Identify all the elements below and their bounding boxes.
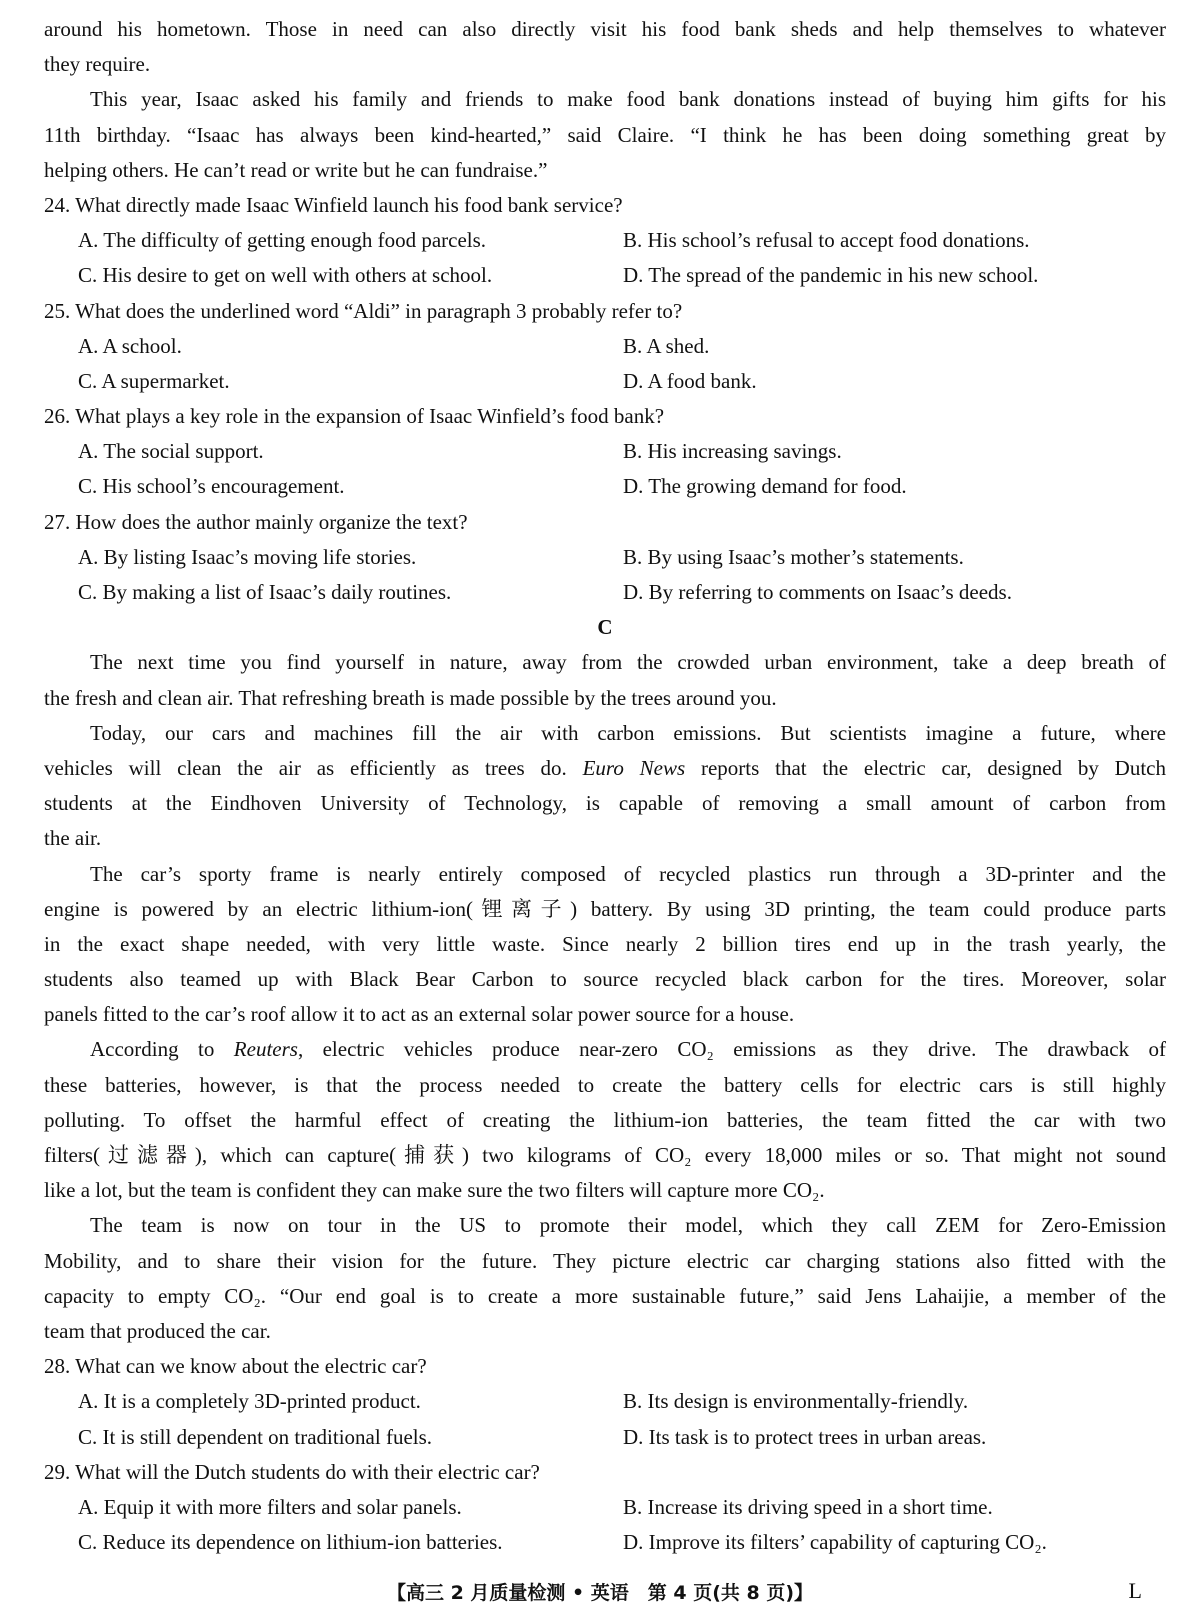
option-c: C. By making a list of Isaac’s daily routines. <box>78 580 452 604</box>
option-d: D. The spread of the pandemic in his new school. <box>623 263 1039 288</box>
paragraph-line: they require. <box>44 52 151 77</box>
paragraph-line: engine is powered by an electric lithium-ion(锂离子) battery. By using 3D printing, the team could produce parts <box>44 896 1166 921</box>
footer-code: L <box>1128 1578 1142 1603</box>
paragraph-line: The team is now on tour in the US to promote their model, which they call ZEM for Zero-Emission <box>90 1213 1166 1238</box>
option-c: C. Reduce its dependence on lithium-ion batteries. <box>78 1530 503 1555</box>
paragraph-line: students also teamed up with Black Bear Carbon to source recycled black carbon for the tires. Moreover, solar <box>44 967 1166 992</box>
option-row <box>44 223 1166 258</box>
paragraph-line: Today, our cars and machines fill the air with carbon emissions. But scientists imagine a future, where <box>90 720 1166 745</box>
option-row <box>44 469 1166 504</box>
text-span: , electric vehicles produce near-zero CO₂ emissions as they drive. The drawback of <box>297 1037 1166 1062</box>
option-row <box>44 540 1166 575</box>
paragraph-line: capacity to empty CO₂. “Our end goal is to create a more sustainable future,” said Jens Lahaijie, a member of the <box>44 1283 1166 1308</box>
option-d: D. Its task is to protect trees in urban areas. <box>623 1424 987 1449</box>
footer-text: 【高三 2 月质量检测 • 英语 第 4 页(共 8 页)】 <box>386 1582 814 1604</box>
option-c: C. A supermarket. <box>78 368 230 393</box>
option-b: B. By using Isaac’s mother’s statements. <box>623 544 964 569</box>
option-row <box>44 364 1166 399</box>
paragraph-line: these batteries, however, is that the process needed to create the battery cells for electric cars is still highly <box>44 1072 1166 1097</box>
option-d: D. By referring to comments on Isaac’s deeds. <box>623 580 1012 604</box>
question-stem: 27. How does the author mainly organize the text? <box>44 509 468 534</box>
question-stem: 28. What can we know about the electric car? <box>44 1354 427 1379</box>
option-a: A. A school. <box>78 333 182 358</box>
exam-page <box>44 12 1166 1560</box>
question-stem: 26. What plays a key role in the expansion of Isaac Winfield’s food bank? <box>44 404 665 429</box>
paragraph-line: in the exact shape needed, with very little waste. Since nearly 2 billion tires end up in the trash yearly, the <box>44 931 1166 956</box>
paragraph-line: The car’s sporty frame is nearly entirely composed of recycled plastics run through a 3D-printer and the <box>90 861 1166 886</box>
paragraph-line: the fresh and clean air. That refreshing breath is made possible by the trees around you. <box>44 685 777 710</box>
option-a: A. By listing Isaac’s moving life stories. <box>78 544 417 569</box>
option-a: A. The difficulty of getting enough food parcels. <box>78 228 487 253</box>
option-row <box>44 1525 1166 1560</box>
paragraph-line <box>44 1032 1166 1067</box>
paragraph-line: panels fitted to the car’s roof allow it to act as an external solar power source for a house. <box>44 1002 795 1027</box>
option-d: D. A food bank. <box>623 368 757 393</box>
option-row <box>44 575 1166 610</box>
option-row <box>44 1384 1166 1419</box>
paragraph-line: 11th birthday. “Isaac has always been kind-hearted,” said Claire. “I think he has been doing something great by <box>44 122 1166 147</box>
option-c: C. His school’s encouragement. <box>78 474 345 499</box>
text-span: reports that the electric car, designed by Dutch <box>685 755 1166 780</box>
source-name: Euro News <box>582 755 686 780</box>
source-name: Reuters <box>233 1037 298 1062</box>
paragraph-line: Mobility, and to share their vision for the future. They picture electric car charging stations also fitted with the <box>44 1248 1166 1273</box>
paragraph-line: polluting. To offset the harmful effect of creating the lithium-ion batteries, the team fitted the car with two <box>44 1107 1166 1132</box>
question-stem: 24. What directly made Isaac Winfield launch his food bank service? <box>44 192 623 217</box>
option-b: B. A shed. <box>623 333 710 358</box>
option-row <box>44 434 1166 469</box>
question-stem: 29. What will the Dutch students do with their electric car? <box>44 1459 540 1484</box>
option-row <box>44 329 1166 364</box>
option-a: A. The social support. <box>78 439 264 464</box>
paragraph-line: around his hometown. Those in need can also directly visit his food bank sheds and help themselves to whatever <box>44 17 1166 41</box>
option-row <box>44 258 1166 293</box>
paragraph-line: The next time you find yourself in nature, away from the crowded urban environment, take a deep breath of <box>90 650 1166 675</box>
option-b: B. His school’s refusal to accept food donations. <box>623 228 1030 253</box>
section-heading: C <box>597 615 613 640</box>
option-d: D. Improve its filters’ capability of capturing CO₂. <box>623 1530 1047 1555</box>
question-stem: 25. What does the underlined word “Aldi” in paragraph 3 probably refer to? <box>44 298 683 323</box>
paragraph-line: like a lot, but the team is confident they can make sure the two filters will capture more CO₂. <box>44 1178 825 1203</box>
paragraph-line: the air. <box>44 826 102 851</box>
page-footer <box>0 1578 1200 1608</box>
option-d: D. The growing demand for food. <box>623 474 907 499</box>
option-a: A. Equip it with more filters and solar panels. <box>78 1494 462 1519</box>
text-span: vehicles will clean the air as efficiently as trees do. <box>44 755 583 780</box>
option-a: A. It is a completely 3D-printed product. <box>78 1389 421 1414</box>
option-row <box>44 1420 1166 1455</box>
option-c: C. It is still dependent on traditional fuels. <box>78 1424 433 1449</box>
paragraph-line: This year, Isaac asked his family and friends to make food bank donations instead of buying him gifts for his <box>90 87 1166 112</box>
option-c: C. His desire to get on well with others at school. <box>78 263 493 288</box>
option-row <box>44 1490 1166 1525</box>
paragraph-line: students at the Eindhoven University of Technology, is capable of removing a small amount of carbon from <box>44 791 1166 816</box>
paragraph-line: filters(过滤器), which can capture(捕获) two kilograms of CO₂ every 18,000 miles or so. That might not sound <box>44 1143 1166 1167</box>
option-b: B. Increase its driving speed in a short time. <box>623 1494 993 1519</box>
option-b: B. His increasing savings. <box>623 439 842 464</box>
text-span: According to <box>90 1037 234 1062</box>
paragraph-line <box>44 751 1166 786</box>
option-b: B. Its design is environmentally-friendly. <box>623 1389 969 1414</box>
paragraph-line: helping others. He can’t read or write but he can fundraise.” <box>44 157 548 182</box>
paragraph-line: team that produced the car. <box>44 1318 271 1343</box>
